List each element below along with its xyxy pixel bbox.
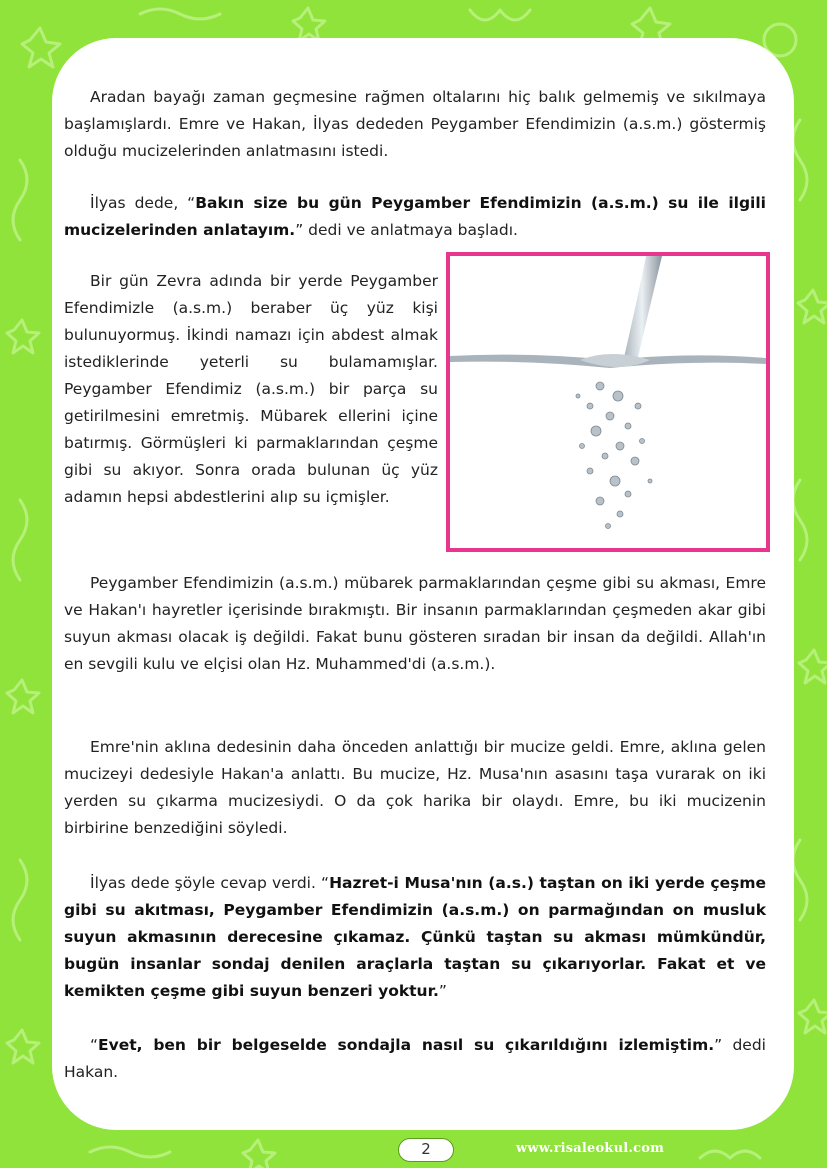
paragraph-5: Emre'nin aklına dedesinin daha önceden anlattığı bir mucize geldi. Emre, aklına gelen mucizeyi dedesiyle Hakan'a anlattı. Bu mucize, Hz. Musa'nın asasını taşa vurarak on iki yerden su çıkarma mucizesiydi. O da çok harika bir olaydı. Emre, bu iki mucizenin birbirine benzediğini söyledi.: [64, 738, 766, 837]
page-number: 2: [398, 1138, 454, 1162]
paragraph-6-intro: İlyas dede şöyle cevap verdi. “: [90, 874, 330, 892]
paragraph-6-quote: Hazret-i Musa'nın (a.s.) taştan on iki yerde çeşme gibi su akıtması, Peygamber Efendimizin (a.s.m.) on parmağından on musluk suyun akmasının derecesine çıkamaz. Çünkü taştan su akması mümkündür, bugün insanlar sondaj denilen araçlarla taştan su çıkarıyorlar. Fakat et ve kemikten çeşme gibi suyun benzeri yoktur.: [64, 874, 766, 1000]
paragraph-6: [64, 870, 766, 1005]
paragraph-3: Bir gün Zevra adında bir yerde Peygamber Efendimizle (a.s.m.) beraber üç yüz kişi bulunuyormuş. İkindi namazı için abdest almak istediklerinde yeterli su bulamamışlar. Peygamber Efendimiz (a.s.m.) bir parça su getirilmesini emretmiş. Mübarek ellerini içine batırmış. Görmüşleri ki parmaklarından çeşme gibi su akıyor. Sonra orada bulunan üç yüz adamın hepsi abdestlerini alıp su içmişler.: [64, 272, 438, 506]
paragraph-1: Aradan bayağı zaman geçmesine rağmen oltalarını hiç balık gelmemiş ve sıkılmaya başlamışlardı. Emre ve Hakan, İlyas dededen Peygamber Efendimizin (a.s.m.) göstermiş olduğu mucizelerinden anlatmasını istedi.: [64, 88, 766, 160]
paragraph-7-outro: ” dedi Hakan.: [64, 1036, 766, 1081]
paragraph-2-quote: Bakın size bu gün Peygamber Efendimizin (a.s.m.) su ile ilgili mucizelerinden anlatayım.: [64, 194, 766, 239]
website-url: www.risaleokul.com: [516, 1141, 665, 1156]
paragraph-2-outro: ” dedi ve anlatmaya başladı.: [295, 221, 518, 239]
paragraph-2-intro: İlyas dede, “: [90, 194, 196, 212]
paragraph-7-intro: “: [90, 1036, 99, 1054]
paragraph-7-quote: Evet, ben bir belgeselde sondajla nasıl su çıkarıldığını izlemiştim.: [98, 1036, 715, 1054]
water-splash-photo: [446, 252, 770, 552]
water-splash-illustration: [450, 256, 766, 548]
paragraph-2: [64, 190, 766, 244]
paragraph-7: [64, 1032, 766, 1086]
paragraph-4: Peygamber Efendimizin (a.s.m.) mübarek parmaklarından çeşme gibi su akması, Emre ve Hakan'ı hayretler içerisinde bırakmıştı. Bir insanın parmaklarından çeşmeden akar gibi suyun akması olacak iş değildi. Fakat bunu gösteren sıradan bir insan da değildi. Allah'ın en sevgili kulu ve elçisi olan Hz. Muhammed'di (a.s.m.).: [64, 574, 766, 673]
paragraph-6-outro: ”: [438, 982, 447, 1000]
